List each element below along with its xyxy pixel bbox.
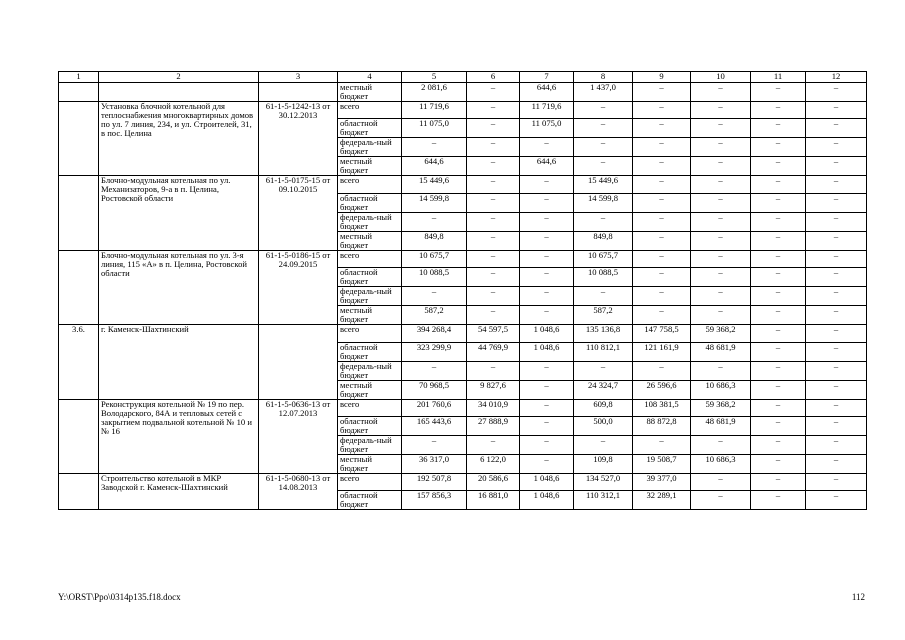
amount-col-10: –: [691, 306, 751, 325]
amount-col-5: 70 968,5: [402, 380, 467, 399]
amount-col-10: 48 681,9: [691, 416, 751, 435]
funding-source: федераль-ный бюджет: [338, 435, 402, 454]
amount-col-5: –: [402, 138, 467, 157]
amount-col-12: –: [806, 119, 867, 138]
item-number: [59, 176, 99, 250]
amount-col-9: 147 758,5: [633, 325, 691, 342]
amount-col-12: –: [806, 268, 867, 287]
amount-col-9: –: [633, 287, 691, 306]
amount-col-6: –: [467, 287, 520, 306]
funding-source: местный бюджет: [338, 380, 402, 399]
amount-col-6: –: [467, 176, 520, 193]
amount-col-5: 2 081,6: [402, 83, 467, 102]
project-code: 61-1-5-0186-15 от 24.09.2015: [259, 250, 338, 324]
amount-col-7: 11 719,6: [520, 102, 574, 119]
amount-col-10: –: [691, 138, 751, 157]
amount-col-8: 24 324,7: [574, 380, 633, 399]
amount-col-9: –: [633, 212, 691, 231]
amount-col-12: –: [806, 435, 867, 454]
amount-col-5: –: [402, 361, 467, 380]
amount-col-12: –: [806, 193, 867, 212]
funding-source: местный бюджет: [338, 157, 402, 176]
amount-col-12: –: [806, 102, 867, 119]
amount-col-8: 134 527,0: [574, 473, 633, 490]
column-header-7: 7: [520, 72, 574, 83]
amount-col-12: –: [806, 250, 867, 267]
amount-col-9: 19 508,7: [633, 454, 691, 473]
column-header-1: 1: [59, 72, 99, 83]
amount-col-7: 1 048,6: [520, 325, 574, 342]
amount-col-10: 48 681,9: [691, 342, 751, 361]
amount-col-8: –: [574, 102, 633, 119]
amount-col-9: –: [633, 138, 691, 157]
amount-col-5: 11 075,0: [402, 119, 467, 138]
funding-source: федераль-ный бюджет: [338, 361, 402, 380]
column-header-2: 2: [99, 72, 259, 83]
amount-col-7: –: [520, 250, 574, 267]
amount-col-5: 36 317,0: [402, 454, 467, 473]
item-number: [59, 250, 99, 324]
amount-col-11: –: [751, 306, 806, 325]
amount-col-6: –: [467, 306, 520, 325]
amount-col-8: 609,8: [574, 399, 633, 416]
object-name: [99, 83, 259, 102]
amount-col-12: –: [806, 399, 867, 416]
amount-col-5: 157 856,3: [402, 491, 467, 510]
amount-col-9: –: [633, 231, 691, 250]
amount-col-9: –: [633, 435, 691, 454]
amount-col-10: –: [691, 435, 751, 454]
amount-col-7: –: [520, 287, 574, 306]
column-header-6: 6: [467, 72, 520, 83]
amount-col-11: –: [751, 83, 806, 102]
amount-col-11: –: [751, 250, 806, 267]
amount-col-7: –: [520, 268, 574, 287]
funding-source: областной бюджет: [338, 119, 402, 138]
object-name: Блочно-модульная котельная по ул. 3-я линия, 115 «А» в п. Целина, Ростовской области: [99, 250, 259, 324]
project-code: 61-1-5-0636-13 от 12.07.2013: [259, 399, 338, 473]
amount-col-6: –: [467, 231, 520, 250]
table-row: [59, 399, 867, 416]
amount-col-7: 11 075,0: [520, 119, 574, 138]
amount-col-5: –: [402, 212, 467, 231]
funding-source: всего: [338, 399, 402, 416]
column-header-9: 9: [633, 72, 691, 83]
footer-file-path: Y:\ORST\Ppo\0314p135.f18.docx: [58, 592, 181, 602]
amount-col-12: –: [806, 176, 867, 193]
amount-col-10: 10 686,3: [691, 454, 751, 473]
amount-col-12: –: [806, 342, 867, 361]
amount-col-5: 165 443,6: [402, 416, 467, 435]
amount-col-11: –: [751, 212, 806, 231]
amount-col-6: 16 881,0: [467, 491, 520, 510]
amount-col-10: 10 686,3: [691, 380, 751, 399]
amount-col-9: 32 289,1: [633, 491, 691, 510]
amount-col-5: 15 449,6: [402, 176, 467, 193]
amount-col-5: 10 088,5: [402, 268, 467, 287]
amount-col-7: –: [520, 138, 574, 157]
amount-col-6: –: [467, 157, 520, 176]
amount-col-11: –: [751, 380, 806, 399]
amount-col-5: 849,8: [402, 231, 467, 250]
amount-col-7: –: [520, 176, 574, 193]
amount-col-9: –: [633, 268, 691, 287]
funding-source: всего: [338, 473, 402, 490]
amount-col-12: –: [806, 212, 867, 231]
amount-col-11: –: [751, 268, 806, 287]
table-row: [59, 176, 867, 193]
amount-col-11: –: [751, 325, 806, 342]
amount-col-5: –: [402, 435, 467, 454]
amount-col-11: –: [751, 193, 806, 212]
amount-col-7: –: [520, 361, 574, 380]
amount-col-8: 10 675,7: [574, 250, 633, 267]
amount-col-8: 15 449,6: [574, 176, 633, 193]
amount-col-9: –: [633, 306, 691, 325]
funding-source: местный бюджет: [338, 306, 402, 325]
amount-col-12: –: [806, 380, 867, 399]
amount-col-11: –: [751, 454, 806, 473]
object-name: Реконструкция котельной № 19 по пер. Володарского, 84А и тепловых сетей с закрытием подвальной котельной № 10 и № 16: [99, 399, 259, 473]
amount-col-8: 14 599,8: [574, 193, 633, 212]
amount-col-11: –: [751, 231, 806, 250]
object-name: Установка блочной котельной для теплоснабжения многоквартирных домов по ул. 7 линия, 234, и ул. Строителей, 31, в пос. Целина: [99, 102, 259, 176]
amount-col-6: –: [467, 102, 520, 119]
column-header-10: 10: [691, 72, 751, 83]
amount-col-6: 44 769,9: [467, 342, 520, 361]
table-row: [59, 325, 867, 342]
amount-col-8: 110 312,1: [574, 491, 633, 510]
page-number: 112: [851, 592, 865, 602]
amount-col-9: –: [633, 157, 691, 176]
project-code: 61-1-5-0680-13 от 14.08.2013: [259, 473, 338, 509]
amount-col-6: 6 122,0: [467, 454, 520, 473]
amount-col-7: –: [520, 380, 574, 399]
column-header-4: 4: [338, 72, 402, 83]
column-header-11: 11: [751, 72, 806, 83]
amount-col-11: –: [751, 176, 806, 193]
amount-col-11: –: [751, 342, 806, 361]
amount-col-9: –: [633, 250, 691, 267]
funding-source: всего: [338, 250, 402, 267]
amount-col-6: –: [467, 250, 520, 267]
amount-col-5: 394 268,4: [402, 325, 467, 342]
amount-col-5: 644,6: [402, 157, 467, 176]
amount-col-6: 9 827,6: [467, 380, 520, 399]
amount-col-9: 26 596,6: [633, 380, 691, 399]
funding-source: федераль-ный бюджет: [338, 138, 402, 157]
amount-col-5: –: [402, 287, 467, 306]
table-row: [59, 102, 867, 119]
amount-col-11: –: [751, 119, 806, 138]
amount-col-9: 39 377,0: [633, 473, 691, 490]
amount-col-12: –: [806, 231, 867, 250]
column-header-12: 12: [806, 72, 867, 83]
funding-source: федераль-ный бюджет: [338, 212, 402, 231]
amount-col-7: 1 048,6: [520, 491, 574, 510]
funding-source: местный бюджет: [338, 454, 402, 473]
project-code: 61-1-5-1242-13 от 30.12.2013: [259, 102, 338, 176]
amount-col-5: 192 507,8: [402, 473, 467, 490]
amount-col-12: –: [806, 491, 867, 510]
amount-col-7: –: [520, 231, 574, 250]
amount-col-10: –: [691, 268, 751, 287]
amount-col-7: 1 048,6: [520, 342, 574, 361]
object-name: Строительство котельной в МКР Заводской г. Каменск-Шахтинский: [99, 473, 259, 509]
column-header-3: 3: [259, 72, 338, 83]
object-name: Блочно-модульная котельная по ул. Механизаторов, 9-а в п. Целина, Ростовской области: [99, 176, 259, 250]
amount-col-8: 109,8: [574, 454, 633, 473]
amount-col-8: 110 812,1: [574, 342, 633, 361]
amount-col-12: –: [806, 157, 867, 176]
amount-col-11: –: [751, 287, 806, 306]
amount-col-7: 644,6: [520, 83, 574, 102]
amount-col-8: –: [574, 435, 633, 454]
amount-col-12: –: [806, 416, 867, 435]
amount-col-10: –: [691, 473, 751, 490]
amount-col-6: –: [467, 268, 520, 287]
table-header-row: [59, 72, 867, 83]
amount-col-8: 10 088,5: [574, 268, 633, 287]
amount-col-8: –: [574, 138, 633, 157]
amount-col-7: 644,6: [520, 157, 574, 176]
amount-col-5: 14 599,8: [402, 193, 467, 212]
amount-col-10: –: [691, 176, 751, 193]
amount-col-12: –: [806, 361, 867, 380]
amount-col-8: 1 437,0: [574, 83, 633, 102]
amount-col-8: 135 136,8: [574, 325, 633, 342]
amount-col-10: –: [691, 231, 751, 250]
amount-col-7: –: [520, 416, 574, 435]
amount-col-10: –: [691, 491, 751, 510]
budget-table: [58, 71, 867, 510]
amount-col-11: –: [751, 399, 806, 416]
amount-col-10: –: [691, 83, 751, 102]
amount-col-10: –: [691, 157, 751, 176]
amount-col-6: –: [467, 83, 520, 102]
amount-col-9: –: [633, 193, 691, 212]
amount-col-11: –: [751, 102, 806, 119]
funding-source: всего: [338, 176, 402, 193]
funding-source: всего: [338, 325, 402, 342]
amount-col-11: –: [751, 435, 806, 454]
amount-col-8: 500,0: [574, 416, 633, 435]
item-number: [59, 83, 99, 102]
amount-col-8: –: [574, 212, 633, 231]
amount-col-6: –: [467, 361, 520, 380]
item-number: [59, 102, 99, 176]
amount-col-7: –: [520, 212, 574, 231]
amount-col-8: 587,2: [574, 306, 633, 325]
project-code: [259, 325, 338, 399]
funding-source: федераль-ный бюджет: [338, 287, 402, 306]
amount-col-10: 59 368,2: [691, 325, 751, 342]
amount-col-7: –: [520, 306, 574, 325]
funding-source: областной бюджет: [338, 416, 402, 435]
amount-col-12: –: [806, 83, 867, 102]
funding-source: всего: [338, 102, 402, 119]
column-header-8: 8: [574, 72, 633, 83]
amount-col-10: –: [691, 250, 751, 267]
amount-col-12: –: [806, 306, 867, 325]
amount-col-10: –: [691, 119, 751, 138]
amount-col-6: –: [467, 138, 520, 157]
amount-col-9: –: [633, 176, 691, 193]
amount-col-11: –: [751, 361, 806, 380]
amount-col-8: –: [574, 157, 633, 176]
amount-col-6: –: [467, 435, 520, 454]
amount-col-6: 20 586,6: [467, 473, 520, 490]
amount-col-10: –: [691, 287, 751, 306]
amount-col-9: –: [633, 361, 691, 380]
amount-col-11: –: [751, 138, 806, 157]
project-code: 61-1-5-0175-15 от 09.10.2015: [259, 176, 338, 250]
funding-source: местный бюджет: [338, 83, 402, 102]
amount-col-11: –: [751, 491, 806, 510]
amount-col-8: 849,8: [574, 231, 633, 250]
amount-col-5: 201 760,6: [402, 399, 467, 416]
funding-source: областной бюджет: [338, 342, 402, 361]
amount-col-9: 88 872,8: [633, 416, 691, 435]
table-row: [59, 473, 867, 490]
item-number: [59, 473, 99, 509]
amount-col-10: –: [691, 361, 751, 380]
amount-col-7: 1 048,6: [520, 473, 574, 490]
amount-col-6: –: [467, 119, 520, 138]
amount-col-10: 59 368,2: [691, 399, 751, 416]
amount-col-6: 27 888,9: [467, 416, 520, 435]
funding-source: областной бюджет: [338, 491, 402, 510]
amount-col-12: –: [806, 454, 867, 473]
amount-col-5: 323 299,9: [402, 342, 467, 361]
table-row: [59, 83, 867, 102]
amount-col-9: –: [633, 83, 691, 102]
amount-col-12: –: [806, 325, 867, 342]
amount-col-5: 587,2: [402, 306, 467, 325]
amount-col-8: –: [574, 361, 633, 380]
amount-col-12: –: [806, 287, 867, 306]
amount-col-11: –: [751, 416, 806, 435]
amount-col-9: –: [633, 102, 691, 119]
amount-col-8: –: [574, 119, 633, 138]
amount-col-7: –: [520, 193, 574, 212]
funding-source: областной бюджет: [338, 193, 402, 212]
amount-col-10: –: [691, 212, 751, 231]
item-number: 3.6.: [59, 325, 99, 399]
amount-col-10: –: [691, 193, 751, 212]
amount-col-6: –: [467, 212, 520, 231]
amount-col-5: 10 675,7: [402, 250, 467, 267]
amount-col-12: –: [806, 473, 867, 490]
project-code: [259, 83, 338, 102]
amount-col-9: –: [633, 119, 691, 138]
amount-col-11: –: [751, 473, 806, 490]
amount-col-6: –: [467, 193, 520, 212]
amount-col-7: –: [520, 454, 574, 473]
column-header-5: 5: [402, 72, 467, 83]
amount-col-6: 34 010,9: [467, 399, 520, 416]
funding-source: местный бюджет: [338, 231, 402, 250]
table-row: [59, 250, 867, 267]
amount-col-5: 11 719,6: [402, 102, 467, 119]
amount-col-9: 108 381,5: [633, 399, 691, 416]
amount-col-10: –: [691, 102, 751, 119]
amount-col-7: –: [520, 399, 574, 416]
object-name: г. Каменск-Шахтинский: [99, 325, 259, 399]
amount-col-11: –: [751, 157, 806, 176]
amount-col-9: 121 161,9: [633, 342, 691, 361]
amount-col-6: 54 597,5: [467, 325, 520, 342]
amount-col-7: –: [520, 435, 574, 454]
amount-col-8: –: [574, 287, 633, 306]
item-number: [59, 399, 99, 473]
funding-source: областной бюджет: [338, 268, 402, 287]
amount-col-12: –: [806, 138, 867, 157]
